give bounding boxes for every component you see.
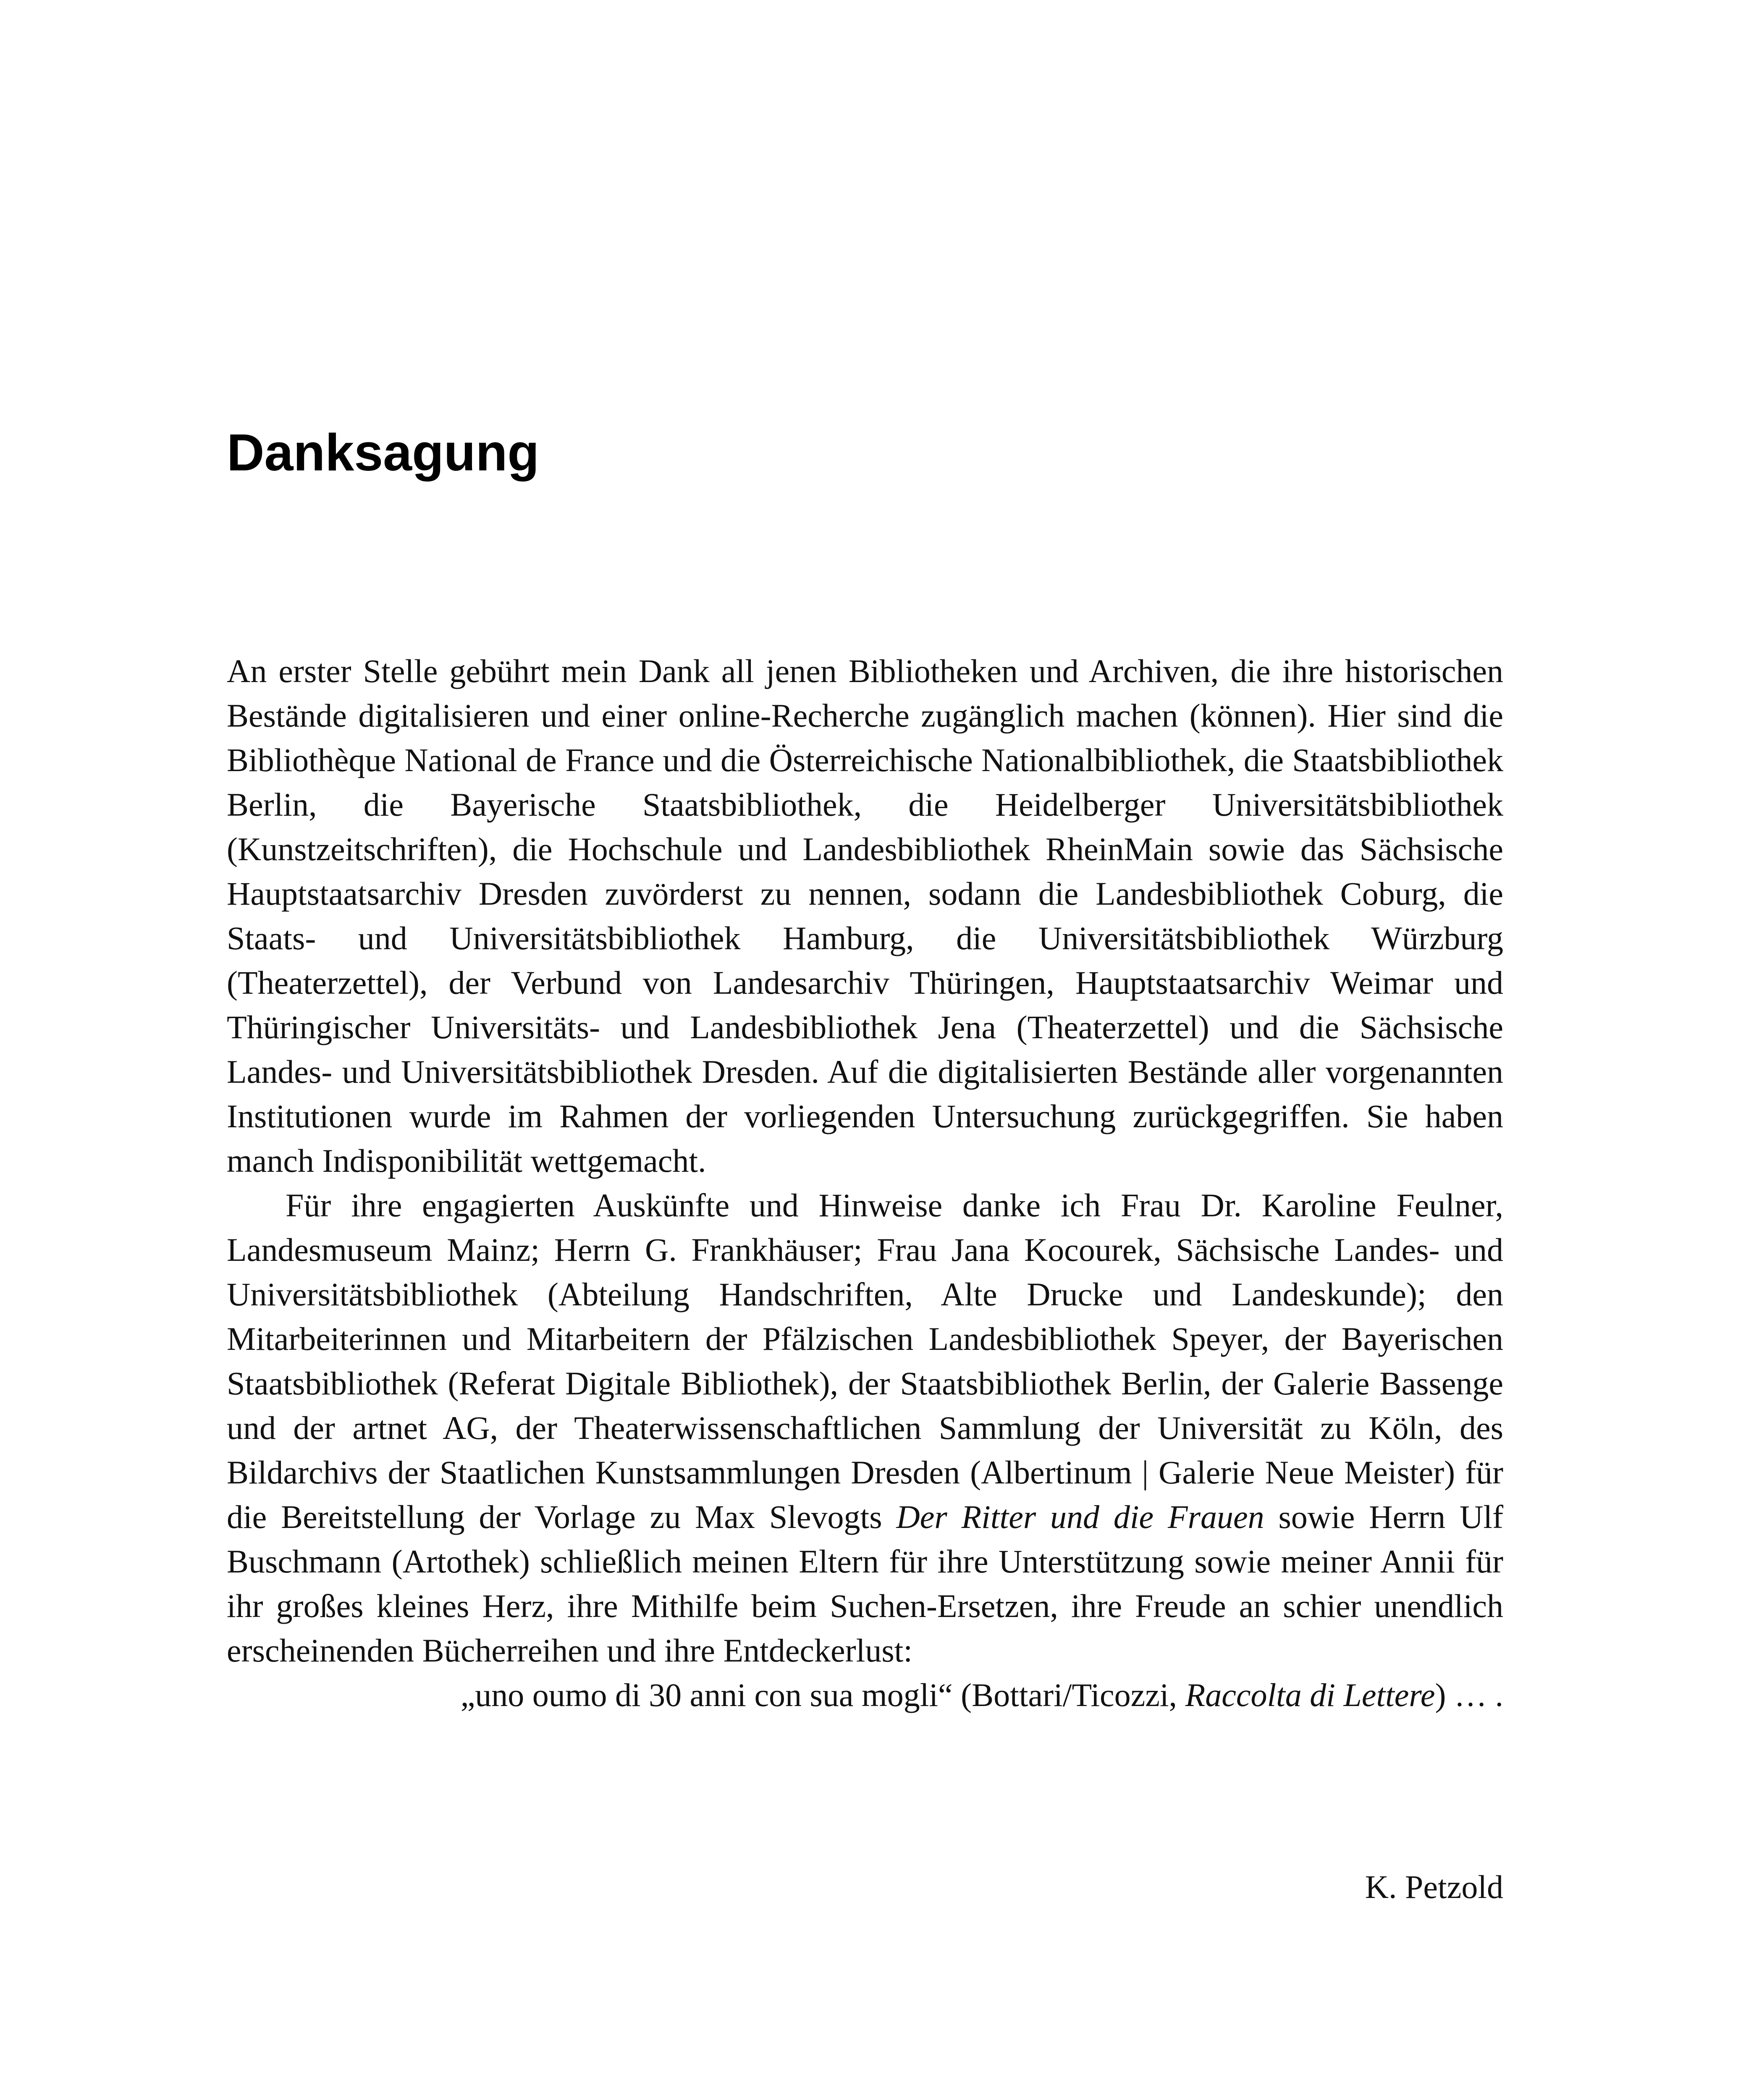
acknowledgements-body	[227, 649, 1503, 1717]
paragraph-libraries: An erster Stelle gebührt mein Dank all jenen Bibliotheken und Archiven, die ihre historischen Bestände digitalisieren und einer online-Recherche zugänglich machen (können). Hier sind die Bibliothèque National de France und die Österreichische Nationalbibliothek, die Staatsbibliothek Berlin, die Bayerische Staatsbibliothek, die Heidelberger Universitätsbibliothek (Kunstzeitschriften), die Hochschule und Landesbibliothek RheinMain sowie das Sächsische Hauptstaatsarchiv Dresden zuvörderst zu nennen, sodann die Landesbibliothek Coburg, die Staats- und Universitätsbibliothek Hamburg, die Universitätsbibliothek Würzburg (Theaterzettel), der Verbund von Landesarchiv Thüringen, Hauptstaatsarchiv Weimar und Thüringischer Universitäts- und Landesbibliothek Jena (Theaterzettel) und die Sächsische Landes- und Universitätsbibliothek Dresden. Auf die digitalisierten Bestände aller vorgenannten Institutionen wurde im Rahmen der vorliegenden Untersuchung zurückgegriffen. Sie haben manch Indisponibilität wettgemacht.	[227, 653, 1503, 1179]
page-title: Danksagung	[227, 424, 540, 482]
quote-source-title: Raccolta di Lettere	[1185, 1677, 1435, 1713]
closing-quote	[227, 1673, 1503, 1717]
paragraph-thanks-text-end: sowie Herrn Ulf Buschmann (Artothek) schließlich meinen Eltern für ihre Unterstützung sowie meiner Annii für ihr großes kleines Herz, ihre Mithilfe beim Suchen-Ersetzen, ihre Freude an schier unendlich erscheinenden Bücherreihen und ihre Entdeckerlust:	[227, 1499, 1503, 1669]
artwork-title: Der Ritter und die Frauen	[896, 1499, 1264, 1535]
quote-text: „uno oumo di 30 anni con sua mogli“ (Bottari/Ticozzi,	[460, 1677, 1185, 1713]
paragraph-thanks	[227, 1183, 1503, 1673]
quote-text-end: ) … .	[1435, 1677, 1503, 1713]
author-signature: K. Petzold	[1365, 1869, 1503, 1905]
paragraph-thanks-text: Für ihre engagierten Auskünfte und Hinweise danke ich Frau Dr. Karoline Feulner, Landesmuseum Mainz; Herrn G. Frankhäuser; Frau Jana Kocourek, Sächsische Landes- und Universitätsbibliothek (Abteilung Handschriften, Alte Drucke und Landeskunde); den Mitarbeiterinnen und Mitarbeitern der Pfälzischen Landesbibliothek Speyer, der Bayerischen Staatsbibliothek (Referat Digitale Bibliothek), der Staatsbibliothek Berlin, der Galerie Bassenge und der artnet AG, der Theaterwissenschaftlichen Sammlung der Universität zu Köln, des Bildarchivs der Staatlichen Kunstsammlungen Dresden (Albertinum | Galerie Neue Meister) für die Bereitstellung der Vorlage zu Max Slevogts	[227, 1187, 1503, 1535]
